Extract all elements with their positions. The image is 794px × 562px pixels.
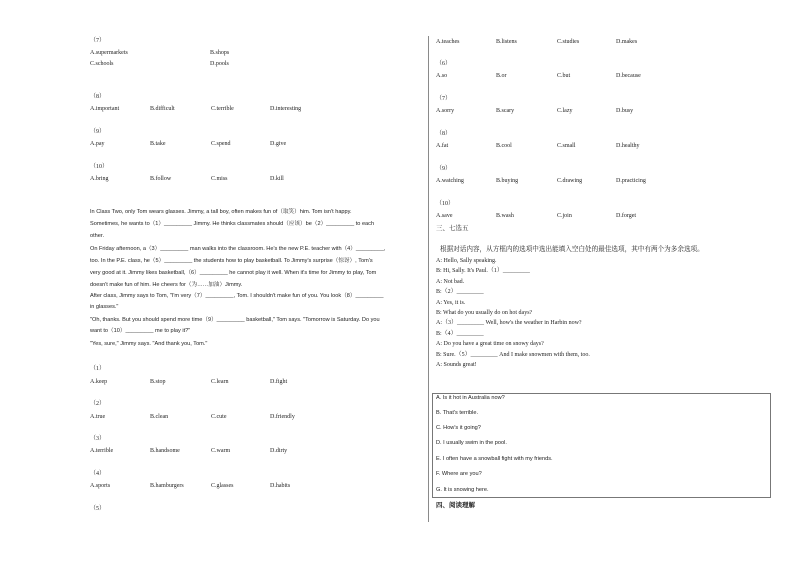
left-q3-option-c: C.warm bbox=[211, 448, 231, 454]
dialogue-line-3: A: Not bad. bbox=[436, 279, 465, 285]
passage-p2-line2: too. In the P.E. class, he（5）_________ the students how to play basketball. To Jimmy's surprise（惊讶）, Tom's bbox=[90, 258, 373, 264]
left-q3-option-b: B.handsome bbox=[150, 448, 180, 454]
column-divider bbox=[428, 36, 429, 522]
left-q5-number: （5） bbox=[90, 506, 106, 512]
right-q7-option-b: B.scary bbox=[496, 108, 515, 114]
right-q9-option-d: D.practicing bbox=[616, 178, 646, 184]
left-q3-option-d: D.dirty bbox=[270, 448, 288, 454]
section3-heading: 三、七选五 bbox=[436, 225, 469, 232]
right-q7-option-d: D.busy bbox=[616, 108, 634, 114]
right-q9-option-c: C.drawing bbox=[557, 178, 583, 184]
right-q6-option-a: A.so bbox=[436, 73, 448, 79]
right-q9-number: （9） bbox=[436, 166, 452, 172]
left-q9-option-a: A.pay bbox=[90, 141, 105, 147]
passage-p5-line1: "Yes, sure," Jimmy says. "And thank you, Tom." bbox=[90, 341, 208, 347]
left-q4-option-b: B.hamburgers bbox=[150, 483, 184, 489]
left-q9-option-b: B.take bbox=[150, 141, 166, 147]
left-q7-option-d: D.pools bbox=[210, 61, 229, 67]
dialogue-line-4: B:（2）_________ bbox=[436, 289, 484, 295]
left-q7-option-c: C.schools bbox=[90, 61, 114, 67]
passage-p3-line2: in glasses." bbox=[90, 304, 119, 310]
left-q3-number: （3） bbox=[90, 436, 106, 442]
left-q2-number: （2） bbox=[90, 401, 106, 407]
passage-p2-line3: very good at it. Jimmy likes basketball,（6）_________ he cannot play it well. When it's time for Jimmy to play, Tom bbox=[90, 270, 377, 276]
right-q8-option-b: B.cool bbox=[496, 143, 512, 149]
right-q5-option-c: C.studies bbox=[557, 39, 580, 45]
choice-f: F. Where are you? bbox=[436, 471, 482, 477]
passage-p3-line1: After class, Jimmy says to Tom, "I'm very（7）_________, Tom. I shouldn't make fun of you. You look（8）_________ bbox=[90, 293, 384, 299]
left-q2-option-c: C.cute bbox=[211, 414, 227, 420]
dialogue-line-1: A: Hello, Sally speaking. bbox=[436, 258, 497, 264]
right-q10-option-a: A.save bbox=[436, 213, 453, 219]
left-q2-option-a: A.true bbox=[90, 414, 106, 420]
right-q9-option-b: B.buying bbox=[496, 178, 519, 184]
passage-p2-line4: doesn't make fun of him. He cheers for（为……加油）Jimmy. bbox=[90, 282, 243, 288]
left-q8-option-c: C.terrible bbox=[211, 106, 234, 112]
dialogue-line-11: A: Sounds great! bbox=[436, 362, 477, 368]
right-q8-option-a: A.fat bbox=[436, 143, 449, 149]
left-q10-option-d: D.kill bbox=[270, 176, 284, 182]
choice-a: A. Is it hot in Australia now? bbox=[436, 395, 505, 401]
passage-p1-line1: In Class Two, only Tom wears glasses. Jimmy, a tall boy, often makes fun of（取笑）him. Tom isn't happy. bbox=[90, 209, 352, 215]
left-q1-option-d: D.fight bbox=[270, 379, 288, 385]
right-q8-option-d: D.healthy bbox=[616, 143, 640, 149]
left-q2-option-b: B.clean bbox=[150, 414, 169, 420]
right-q10-option-b: B.wash bbox=[496, 213, 514, 219]
left-q4-option-a: A.sports bbox=[90, 483, 111, 489]
left-q9-option-c: C.spend bbox=[211, 141, 231, 147]
choice-c: C. How's it going? bbox=[436, 425, 481, 431]
left-q9-option-d: D.give bbox=[270, 141, 287, 147]
right-q6-option-d: D.because bbox=[616, 73, 641, 79]
left-q1-number: （1） bbox=[90, 366, 106, 372]
passage-p4-line2: want to（10）_________ me to play it?" bbox=[90, 328, 191, 334]
right-q6-option-b: B.or bbox=[496, 73, 507, 79]
right-q10-option-c: C.join bbox=[557, 213, 572, 219]
left-q10-option-c: C.miss bbox=[211, 176, 228, 182]
left-q4-option-d: D.habits bbox=[270, 483, 291, 489]
dialogue-line-9: A: Do you have a great time on snowy days? bbox=[436, 341, 544, 347]
left-q7-option-a: A.supermarkets bbox=[90, 50, 128, 56]
right-q8-number: （8） bbox=[436, 131, 452, 137]
right-q6-number: （6） bbox=[436, 61, 452, 67]
dialogue-line-8: B:（4）_________ bbox=[436, 331, 484, 337]
choice-d: D. I usually swim in the pool. bbox=[436, 440, 507, 446]
choice-g: G. It is snowing here. bbox=[436, 487, 489, 493]
left-q1-option-b: B.stop bbox=[150, 379, 166, 385]
left-q9-number: （9） bbox=[90, 129, 106, 135]
left-q10-option-a: A.bring bbox=[90, 176, 109, 182]
left-q7-option-b: B.shops bbox=[210, 50, 230, 56]
right-q6-option-c: C.but bbox=[557, 73, 571, 79]
dialogue-line-5: A: Yes, it is. bbox=[436, 300, 466, 306]
left-q1-option-c: C.learn bbox=[211, 379, 229, 385]
passage-p1-line3: other. bbox=[90, 233, 104, 239]
left-q8-option-d: D.interesting bbox=[270, 106, 302, 112]
dialogue-line-2: B: Hi, Sally. It's Paul.（1）_________ bbox=[436, 268, 530, 274]
right-q7-option-c: C.lazy bbox=[557, 108, 573, 114]
section4-heading: 四、阅读理解 bbox=[436, 502, 475, 509]
section3-instruction: 根据对话内容，从方框内的选项中选出能填入空白处的最佳选项，其中有两个为多余选项。 bbox=[440, 246, 704, 253]
left-q8-number: （8） bbox=[90, 94, 106, 100]
choice-e: E. I often have a snowball fight with my friends. bbox=[436, 456, 553, 462]
right-q9-option-a: A.watching bbox=[436, 178, 464, 184]
right-q10-number: （10） bbox=[436, 201, 455, 207]
left-q3-option-a: A.terrible bbox=[90, 448, 114, 454]
left-q2-option-d: D.friendly bbox=[270, 414, 295, 420]
right-q8-option-c: C.small bbox=[557, 143, 576, 149]
passage-p1-line2: Sometimes, he wants to（1）_________ Jimmy. He thinks classmates should（应该）be（2）_________ to each bbox=[90, 221, 375, 227]
dialogue-line-10: B: Sure.（5）_________ And I make snowmen with them, too. bbox=[436, 352, 590, 358]
left-q4-option-c: C.glasses bbox=[211, 483, 234, 489]
left-q10-option-b: B.follow bbox=[150, 176, 172, 182]
left-q4-number: （4） bbox=[90, 471, 106, 477]
left-q8-option-a: A.important bbox=[90, 106, 120, 112]
passage-p4-line1: "Oh, thanks. But you should spend more time（9）_________ basketball," Tom says. "Tomorrow is Saturday. Do you bbox=[90, 317, 380, 323]
left-q1-option-a: A.keep bbox=[90, 379, 108, 385]
right-q5-option-b: B.listens bbox=[496, 39, 517, 45]
left-q10-number: （10） bbox=[90, 164, 109, 170]
right-q5-option-d: D.makes bbox=[616, 39, 638, 45]
right-q7-option-a: A.sorry bbox=[436, 108, 455, 114]
dialogue-line-6: B: What do you usually do on hot days? bbox=[436, 310, 533, 316]
left-q8-option-b: B.difficult bbox=[150, 106, 175, 112]
right-q10-option-d: D.forget bbox=[616, 213, 637, 219]
dialogue-line-7: A:（3）_________ Well, how's the weather in Harbin now? bbox=[436, 320, 582, 326]
left-q7-number: （7） bbox=[90, 38, 106, 44]
passage-p2-line1: On Friday afternoon, a（3）_________ man walks into the classroom. He's the new P.E. teacher with（4）_________, bbox=[90, 246, 386, 252]
right-q7-number: （7） bbox=[436, 96, 452, 102]
right-q5-option-a: A.teaches bbox=[436, 39, 460, 45]
choice-b: B. That's terrible. bbox=[436, 410, 479, 416]
